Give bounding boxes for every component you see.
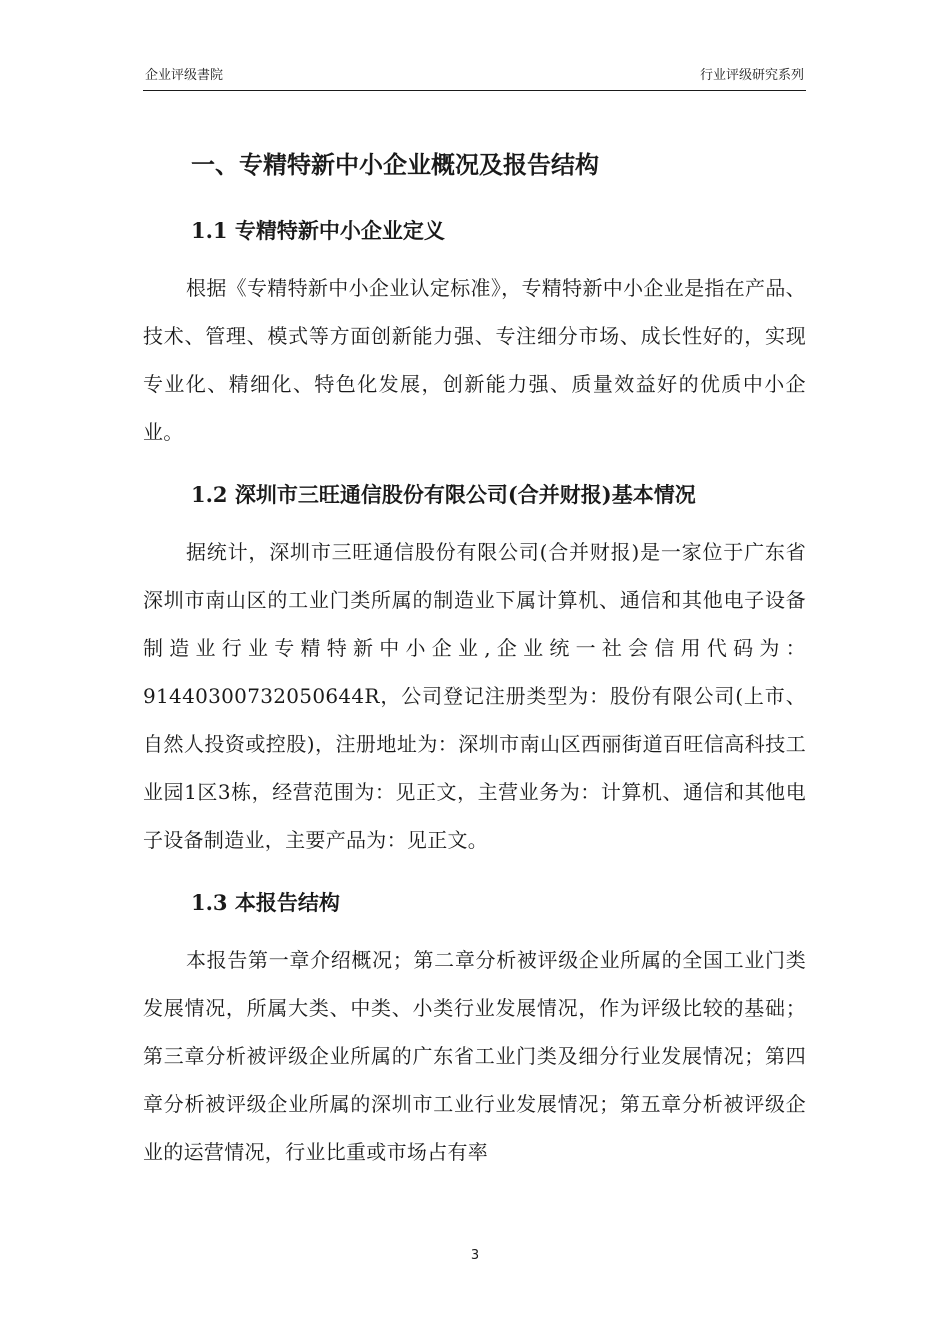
subsection-title-definition: 1.1 专精特新中小企业定义: [191, 218, 445, 243]
section-title: 一、专精特新中小企业概况及报告结构: [191, 151, 599, 179]
document-body: [143, 140, 806, 1176]
paragraph-report-structure: 本报告第一章介绍概况；第二章分析被评级企业所属的全国工业门类发展情况，所属大类、中类、小类行业发展情况，作为评级比较的基础；第三章分析被评级企业所属的广东省工业门类及细分行业发展情况；第四章分析被评级企业所属的深圳市工业行业发展情况；第五章分析被评级企业的运营情况，行业比重或市场占有率: [143, 948, 806, 1164]
page-header: [143, 66, 806, 91]
subsection-title-report-structure: 1.3 本报告结构: [191, 890, 340, 915]
paragraph-definition: 根据《专精特新中小企业认定标准》，专精特新中小企业是指在产品、技术、管理、模式等方面创新能力强、专注细分市场、成长性好的，实现专业化、精细化、特色化发展，创新能力强、质量效益好的优质中小企业。: [143, 276, 806, 444]
header-right-text: 行业评级研究系列: [699, 68, 804, 83]
page-number: 3: [470, 1248, 480, 1263]
paragraph-company-info: 据统计，深圳市三旺通信股份有限公司(合并财报)是一家位于广东省深圳市南山区的工业门类所属的制造业下属计算机、通信和其他电子设备制造业行业专精特新中小企业,企业统一社会信用代码为：91440300732050644R，公司登记注册类型为：股份有限公司(上市、自然人投资或控股)，注册地址为：深圳市南山区西丽街道百旺信高科技工业园1区3栋，经营范围为：见正文，主营业务为：计算机、通信和其他电子设备制造业，主要产品为：见正文。: [143, 540, 806, 852]
header-left-text: 企业评级書院: [145, 68, 224, 83]
subsection-title-company-info: 1.2 深圳市三旺通信股份有限公司(合并财报)基本情况: [191, 482, 696, 507]
